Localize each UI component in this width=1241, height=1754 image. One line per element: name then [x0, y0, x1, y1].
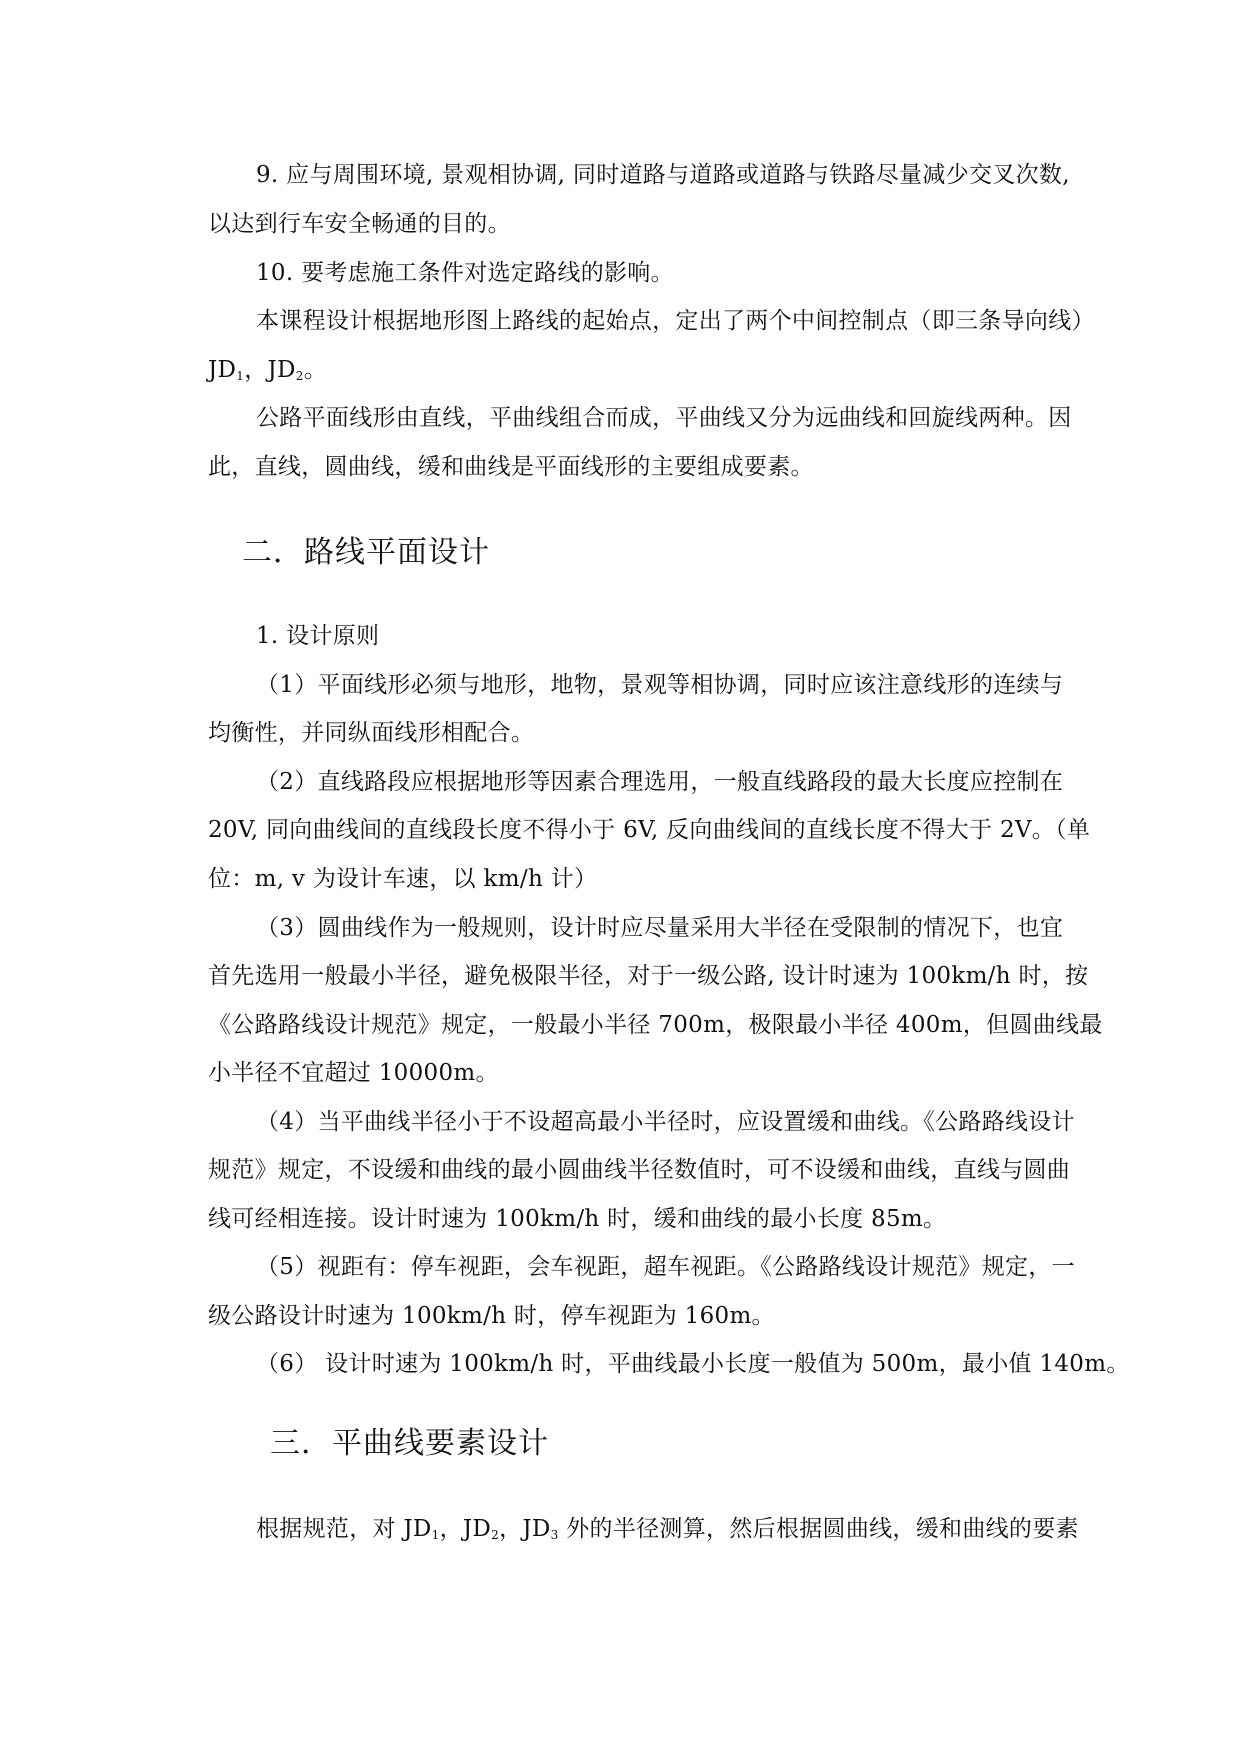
rule-4-line-3: 线可经相连接。设计时速为 100km/h 时，缓和曲线的最小长度 85m。 — [208, 1206, 947, 1232]
text-segment: 外的半径测算，然后根据圆曲线，缓和曲线的要素 — [558, 1516, 1079, 1542]
text-segment: ，JD — [499, 1516, 551, 1542]
jd2-label: JD — [267, 357, 296, 383]
rule-2-line-2: 20V, 同向曲线间的直线段长度不得小于 6V, 反向曲线间的直线长度不得大于 2V。（单 — [208, 817, 1091, 843]
rule-5-line-2: 级公路设计时速为 100km/h 时，停车视距为 160m。 — [208, 1303, 775, 1329]
composition-paragraph-line-2: 此，直线，圆曲线，缓和曲线是平面线形的主要组成要素。 — [208, 454, 814, 480]
rule-5-line-1: （5）视距有：停车视距，会车视距，超车视距。《公路路线设计规范》规定，一 — [256, 1254, 1075, 1280]
period: 。 — [303, 357, 328, 383]
rule-3-line-2: 首先选用一般最小半径，避免极限半径，对于一级公路, 设计时速为 100km/h 时，按 — [208, 963, 1089, 989]
jd3-subscript: 3 — [550, 1528, 559, 1542]
rule-2-line-3: 位：m, v 为设计车速，以 km/h 计） — [208, 866, 598, 892]
section-2-subheading: 1. 设计原则 — [256, 623, 380, 649]
rule-1-line-2: 均衡性，并同纵面线形相配合。 — [208, 720, 535, 746]
paragraph-9-line-1: 9. 应与周围环境, 景观相协调, 同时道路与道路或道路与铁路尽量减少交叉次数, — [256, 162, 1070, 188]
jd1-subscript: 1 — [236, 369, 245, 383]
rule-6: （6） 设计时速为 100km/h 时，平曲线最小长度一般值为 500m，最小值 140m。 — [256, 1351, 1130, 1377]
section-3-paragraph — [256, 1514, 1116, 1550]
rule-3-line-4: 小半径不宜超过 10000m。 — [208, 1060, 499, 1086]
rule-4-line-2: 规范》规定，不设缓和曲线的最小圆曲线半径数值时，可不设缓和曲线，直线与圆曲 — [208, 1157, 1071, 1183]
rule-3-line-3: 《公路路线设计规范》规定，一般最小半径 700m，极限最小半径 400m，但圆曲线最 — [208, 1012, 1103, 1038]
rule-1-line-1: （1）平面线形必须与地形，地物，景观等相协调，同时应该注意线形的连续与 — [256, 672, 1064, 698]
rule-4-line-1: （4）当平曲线半径小于不设超高最小半径时，应设置缓和曲线。《公路路线设计 — [256, 1109, 1075, 1135]
paragraph-9-line-2: 以达到行车安全畅通的目的。 — [208, 211, 511, 237]
section-2-heading: 二．路线平面设计 — [242, 535, 490, 570]
composition-paragraph-line-1: 公路平面线形由直线，平曲线组合而成，平曲线又分为远曲线和回旋线两种。因 — [256, 405, 1072, 431]
jd1-subscript: 1 — [431, 1528, 440, 1542]
paragraph-10: 10. 要考虑施工条件对选定路线的影响。 — [256, 260, 674, 286]
text-segment: 根据规范，对 JD — [256, 1516, 432, 1542]
intro-paragraph-line-2 — [208, 355, 1068, 391]
jd2-subscript: 2 — [295, 369, 304, 383]
rule-3-line-1: （3）圆曲线作为一般规则，设计时应尽量采用大半径在受限制的情况下，也宜 — [256, 915, 1064, 941]
section-3-heading: 三．平曲线要素设计 — [270, 1426, 549, 1461]
text-segment: ，JD — [439, 1516, 492, 1542]
separator: ， — [244, 357, 268, 383]
jd1-label: JD — [208, 357, 237, 383]
intro-paragraph-line-1: 本课程设计根据地形图上路线的起始点，定出了两个中间控制点（即三条导向线） — [256, 308, 1095, 334]
jd2-subscript: 2 — [491, 1528, 500, 1542]
rule-2-line-1: （2）直线路段应根据地形等因素合理选用，一般直线路段的最大长度应控制在 — [256, 769, 1064, 795]
